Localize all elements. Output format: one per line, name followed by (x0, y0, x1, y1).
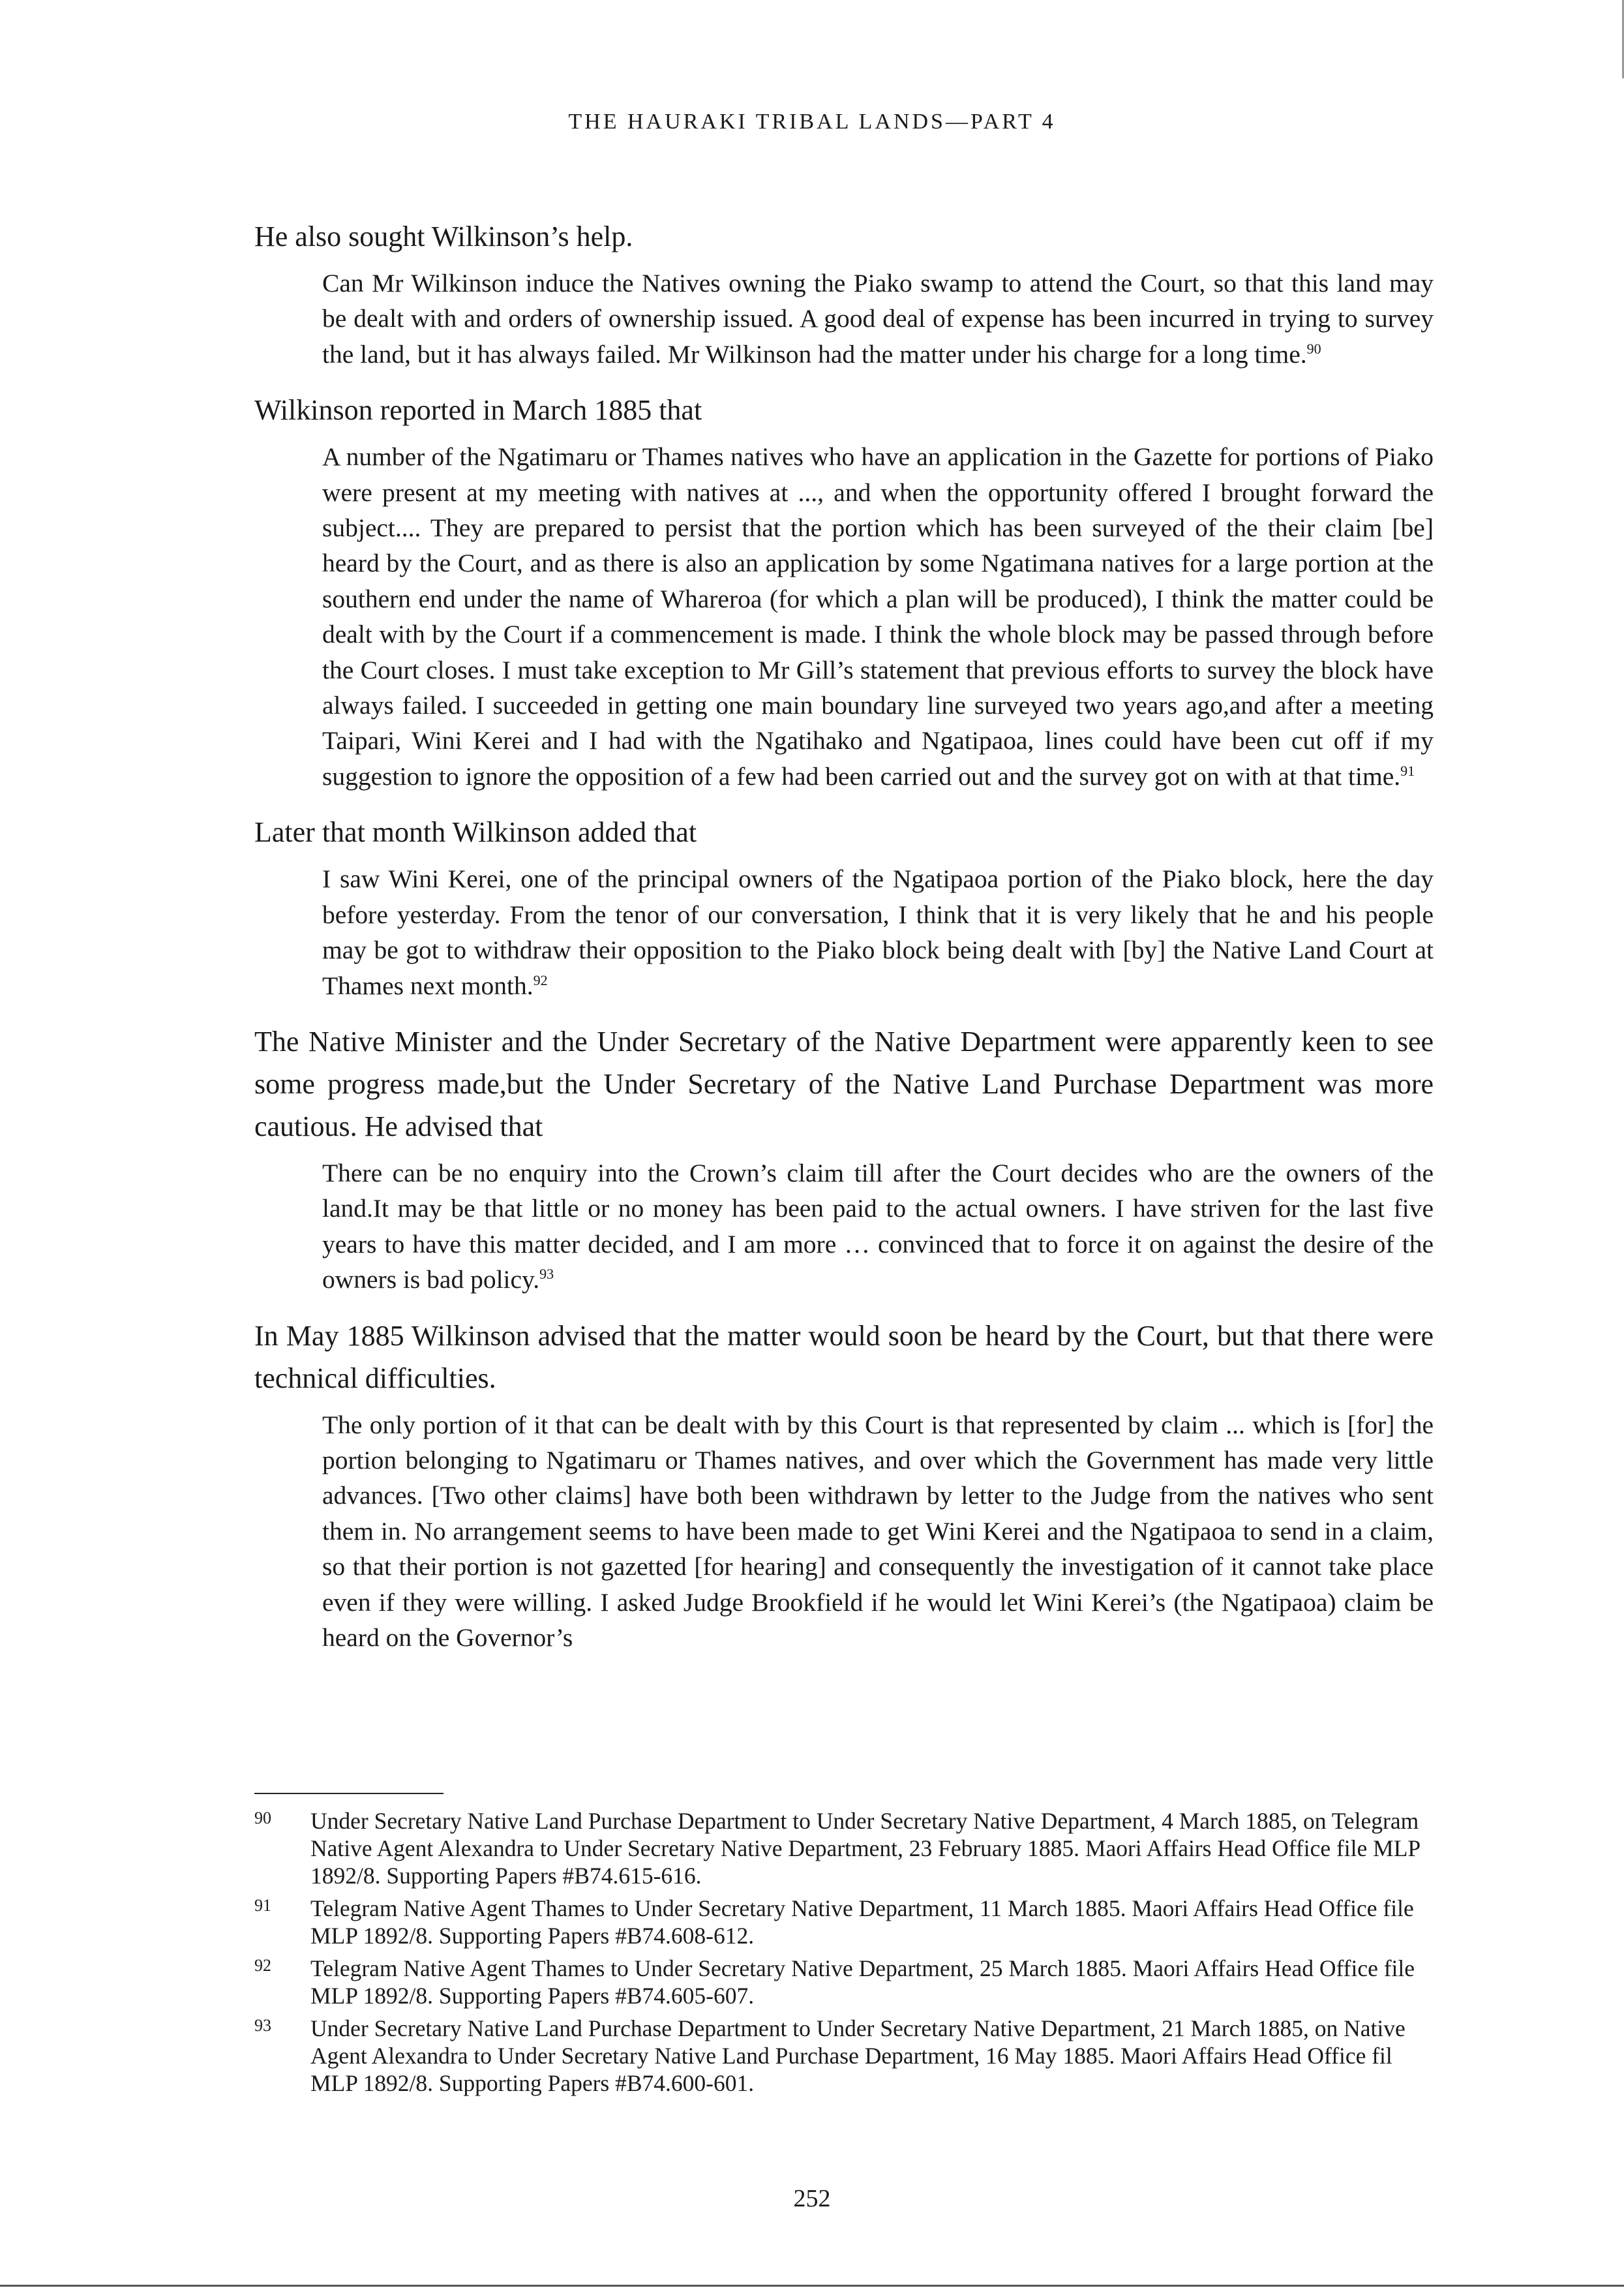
footnote-text: Under Secretary Native Land Purchase Department to Under Secretary Native Department, 21 March 1885, on Native Agent Alexandra to Under Secretary Native Land Purchase Department, 16 May 1885. Maori Affairs Head Office fil MLP 1892/8. Supporting Papers #B74.600-601. (310, 2015, 1406, 2096)
footnote-divider (254, 1793, 444, 1794)
quote-text: I saw Wini Kerei, one of the principal owners of the Ngatipaoa portion of the Piako block, here the day before yesterday. From the tenor of our conversation, I think that it is very likely that he and his people may be got to withdraw their opposition to the Piako block being dealt with [by] the Native Land Court at Thames next month. (322, 864, 1434, 1000)
quote-text: A number of the Ngatimaru or Thames natives who have an application in the Gazette for portions of Piako were present at my meeting with natives at ..., and when the opportunity offered I brought forward the subject.... They are prepared to persist that the portion which has been surveyed of the their claim [be] heard by the Court, and as there is also an application by some Ngatimana natives for a large portion at the southern end under the name of Whareroa (for which a plan will be produced), I think the matter could be dealt with by the Court if a commencement is made. I think the whole block may be passed through before the Court closes. I must take exception to Mr Gill’s statement that previous efforts to survey the block have always failed. I succeeded in getting one main boundary line surveyed two years ago,and after a meeting Taipari, Wini Kerei and I had with the Ngatihako and Ngatipaoa, lines could have been cut off if my suggestion to ignore the opposition of a few had been carried out and the survey got on with at that time. (322, 442, 1434, 791)
footnote (254, 1807, 1434, 1889)
footnote (254, 1955, 1434, 2009)
footnote-number: 91 (254, 1896, 271, 1915)
quote-text: The only portion of it that can be dealt with by this Court is that represented by claim ... which is [for] the portion belonging to Ngatimaru or Thames natives, and over which the Government has made very little advances. [Two other claims] have both been withdrawn by letter to the Judge from the natives who sent them in. No arrangement seems to have been made to get Wini Kerei and the Ngatipaoa to send in a claim, so that their portion is not gazetted [for hearing] and consequently the investigation of it cannot take place even if they were willing. I asked Judge Brookfield if he would let Wini Kerei’s (the Ngatipaoa) claim be heard on the Governor’s (322, 1410, 1434, 1652)
block-quote (322, 861, 1434, 1003)
quote-text: There can be no enquiry into the Crown’s claim till after the Court decides who are the owners of the land.It may be that little or no money has been paid to the actual owners. I have striven for the last five years to have this matter decided, and I am more … convinced that to force it on against the desire of the owners is bad policy. (322, 1158, 1434, 1294)
body-paragraph: Wilkinson reported in March 1885 that (254, 394, 702, 427)
footnote-number: 92 (254, 1956, 271, 1975)
quote-text: Can Mr Wilkinson induce the Natives owning the Piako swamp to attend the Court, so that this land may be dealt with and orders of ownership issued. A good deal of expense has been incurred in trying to survey the land, but it has always failed. Mr Wilkinson had the matter under his charge for a long time. (322, 269, 1434, 369)
footnotes (254, 1807, 1434, 2102)
footnote-number: 93 (254, 2016, 271, 2035)
footnote-ref[interactable]: 91 (1400, 762, 1415, 779)
block-quote (322, 439, 1434, 794)
footnote-ref[interactable]: 92 (533, 971, 548, 988)
body-paragraph: In May 1885 Wilkinson advised that the matter would soon be heard by the Court, but that there were technical difficulties. (254, 1319, 1434, 1394)
body-paragraph: He also sought Wilkinson’s help. (254, 221, 633, 252)
footnote-text: Telegram Native Agent Thames to Under Secretary Native Department, 25 March 1885. Maori Affairs Head Office file MLP 1892/8. Supporting Papers #B74.605-607. (310, 1955, 1415, 2009)
running-head: THE HAURAKI TRIBAL LANDS—PART 4 (568, 110, 1056, 134)
page-body (254, 215, 1434, 1672)
footnote (254, 2015, 1434, 2097)
scan-bottom-edge (0, 2285, 1624, 2287)
block-quote (322, 1155, 1434, 1298)
footnote (254, 1895, 1434, 1949)
body-paragraph: Later that month Wilkinson added that (254, 816, 697, 849)
footnote-ref[interactable]: 93 (539, 1265, 554, 1282)
block-quote (322, 266, 1434, 372)
block-quote (322, 1407, 1434, 1656)
footnote-ref[interactable]: 90 (1306, 340, 1321, 357)
page-number: 252 (793, 2185, 831, 2212)
footnote-text: Under Secretary Native Land Purchase Department to Under Secretary Native Department, 4 March 1885, on Telegram Native Agent Alexandra to Under Secretary Native Department, 23 February 1885. Maori Affairs Head Office file MLP 1892/8. Supporting Papers #B74.615-616. (310, 1808, 1420, 1889)
footnote-text: Telegram Native Agent Thames to Under Secretary Native Department, 11 March 1885. Maori Affairs Head Office file MLP 1892/8. Supporting Papers #B74.608-612. (310, 1895, 1414, 1949)
footnote-number: 90 (254, 1808, 271, 1827)
body-paragraph: The Native Minister and the Under Secretary of the Native Department were apparently keen to see some progress made,but the Under Secretary of the Native Land Purchase Department was more cautious. He advised that (254, 1025, 1434, 1142)
